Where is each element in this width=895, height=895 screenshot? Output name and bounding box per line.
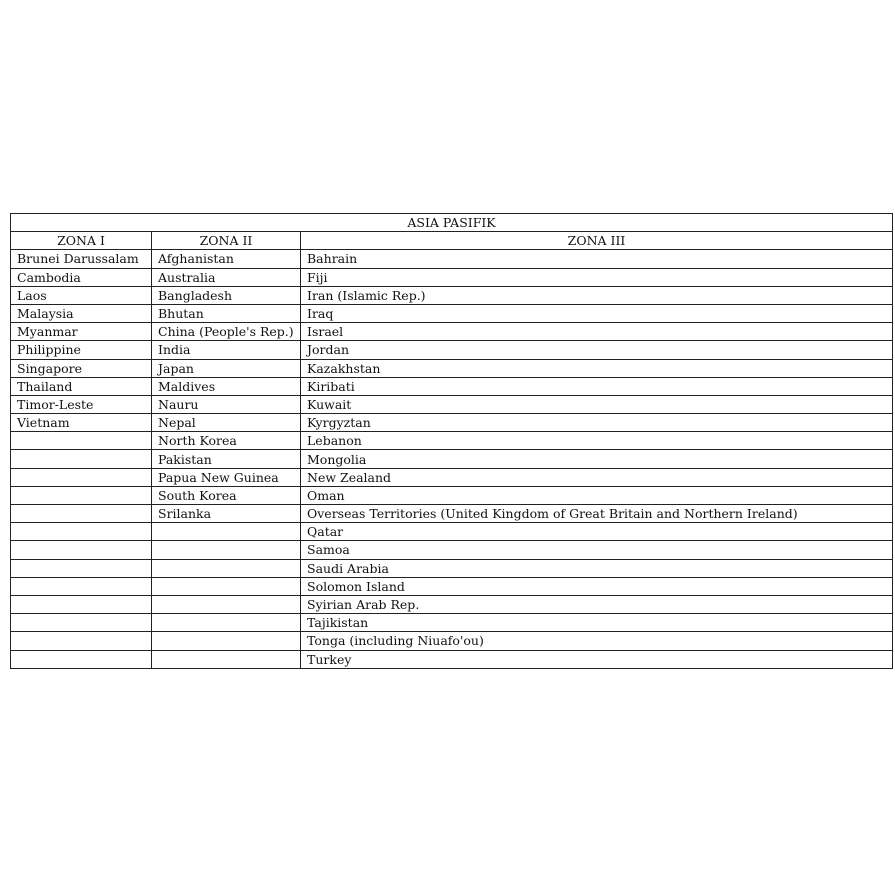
zona-2-cell xyxy=(152,541,301,559)
header-zona-3: ZONA III xyxy=(301,232,893,250)
zona-1-cell xyxy=(11,632,152,650)
table-row xyxy=(11,632,893,650)
zona-3-cell: Kiribati xyxy=(301,377,893,395)
zona-3-cell: Kyrgyztan xyxy=(301,414,893,432)
title-row xyxy=(11,214,893,232)
zona-2-cell: Nauru xyxy=(152,395,301,413)
zona-2-cell xyxy=(152,595,301,613)
zona-3-cell: Israel xyxy=(301,323,893,341)
table-row xyxy=(11,250,893,268)
zona-2-cell xyxy=(152,559,301,577)
table-row xyxy=(11,432,893,450)
zona-2-cell: Papua New Guinea xyxy=(152,468,301,486)
zona-3-cell: Mongolia xyxy=(301,450,893,468)
zona-3-cell: Turkey xyxy=(301,650,893,668)
table-row xyxy=(11,559,893,577)
zona-2-cell: South Korea xyxy=(152,486,301,504)
table-row xyxy=(11,341,893,359)
zona-3-cell: Tonga (including Niuafo'ou) xyxy=(301,632,893,650)
table-row xyxy=(11,395,893,413)
zona-2-cell xyxy=(152,650,301,668)
zona-2-cell: North Korea xyxy=(152,432,301,450)
zona-1-cell xyxy=(11,505,152,523)
zona-3-cell: Kuwait xyxy=(301,395,893,413)
zona-1-cell xyxy=(11,523,152,541)
table-row xyxy=(11,304,893,322)
table-body xyxy=(11,250,893,668)
zona-3-cell: Iraq xyxy=(301,304,893,322)
zone-table xyxy=(10,213,893,669)
zona-2-cell xyxy=(152,523,301,541)
zona-1-cell: Singapore xyxy=(11,359,152,377)
table-row xyxy=(11,523,893,541)
table-head xyxy=(11,214,893,250)
table-row xyxy=(11,359,893,377)
table-row xyxy=(11,414,893,432)
zona-1-cell xyxy=(11,432,152,450)
table-row xyxy=(11,286,893,304)
zona-1-cell xyxy=(11,541,152,559)
zona-1-cell: Malaysia xyxy=(11,304,152,322)
table-row xyxy=(11,541,893,559)
zona-3-cell: New Zealand xyxy=(301,468,893,486)
zona-1-cell: Thailand xyxy=(11,377,152,395)
zona-1-cell: Myanmar xyxy=(11,323,152,341)
zona-1-cell: Brunei Darussalam xyxy=(11,250,152,268)
table-row xyxy=(11,505,893,523)
zona-2-cell xyxy=(152,577,301,595)
table-row xyxy=(11,650,893,668)
zona-3-cell: Fiji xyxy=(301,268,893,286)
zona-1-cell xyxy=(11,486,152,504)
zona-1-cell xyxy=(11,595,152,613)
zona-3-cell: Iran (Islamic Rep.) xyxy=(301,286,893,304)
header-row xyxy=(11,232,893,250)
zona-3-cell: Solomon Island xyxy=(301,577,893,595)
zona-1-cell xyxy=(11,577,152,595)
zona-2-cell: Pakistan xyxy=(152,450,301,468)
zona-1-cell: Vietnam xyxy=(11,414,152,432)
table-row xyxy=(11,614,893,632)
zona-2-cell: China (People's Rep.) xyxy=(152,323,301,341)
header-zona-1: ZONA I xyxy=(11,232,152,250)
table-row xyxy=(11,486,893,504)
zona-2-cell: Maldives xyxy=(152,377,301,395)
zona-3-cell: Tajikistan xyxy=(301,614,893,632)
zona-3-cell: Jordan xyxy=(301,341,893,359)
zona-3-cell: Kazakhstan xyxy=(301,359,893,377)
table-row xyxy=(11,268,893,286)
table-row xyxy=(11,577,893,595)
zona-2-cell xyxy=(152,614,301,632)
zona-1-cell: Cambodia xyxy=(11,268,152,286)
table-row xyxy=(11,323,893,341)
zona-3-cell: Lebanon xyxy=(301,432,893,450)
zona-2-cell: Srilanka xyxy=(152,505,301,523)
zona-1-cell xyxy=(11,650,152,668)
zona-2-cell: Afghanistan xyxy=(152,250,301,268)
zona-3-cell: Overseas Territories (United Kingdom of Great Britain and Northern Ireland) xyxy=(301,505,893,523)
table-row xyxy=(11,595,893,613)
zona-2-cell: Japan xyxy=(152,359,301,377)
zona-2-cell: Nepal xyxy=(152,414,301,432)
zona-2-cell xyxy=(152,632,301,650)
table-title: ASIA PASIFIK xyxy=(11,214,893,232)
zona-3-cell: Qatar xyxy=(301,523,893,541)
zona-3-cell: Oman xyxy=(301,486,893,504)
table-row xyxy=(11,450,893,468)
header-zona-2: ZONA II xyxy=(152,232,301,250)
zona-1-cell xyxy=(11,559,152,577)
table-row xyxy=(11,377,893,395)
zona-2-cell: Bangladesh xyxy=(152,286,301,304)
zona-2-cell: India xyxy=(152,341,301,359)
table-row xyxy=(11,468,893,486)
zona-1-cell xyxy=(11,450,152,468)
zona-2-cell: Bhutan xyxy=(152,304,301,322)
zona-3-cell: Bahrain xyxy=(301,250,893,268)
zona-3-cell: Saudi Arabia xyxy=(301,559,893,577)
zona-1-cell xyxy=(11,468,152,486)
zona-1-cell: Laos xyxy=(11,286,152,304)
zona-2-cell: Australia xyxy=(152,268,301,286)
zona-1-cell xyxy=(11,614,152,632)
zona-1-cell: Timor-Leste xyxy=(11,395,152,413)
zona-3-cell: Syirian Arab Rep. xyxy=(301,595,893,613)
zona-1-cell: Philippine xyxy=(11,341,152,359)
zona-3-cell: Samoa xyxy=(301,541,893,559)
